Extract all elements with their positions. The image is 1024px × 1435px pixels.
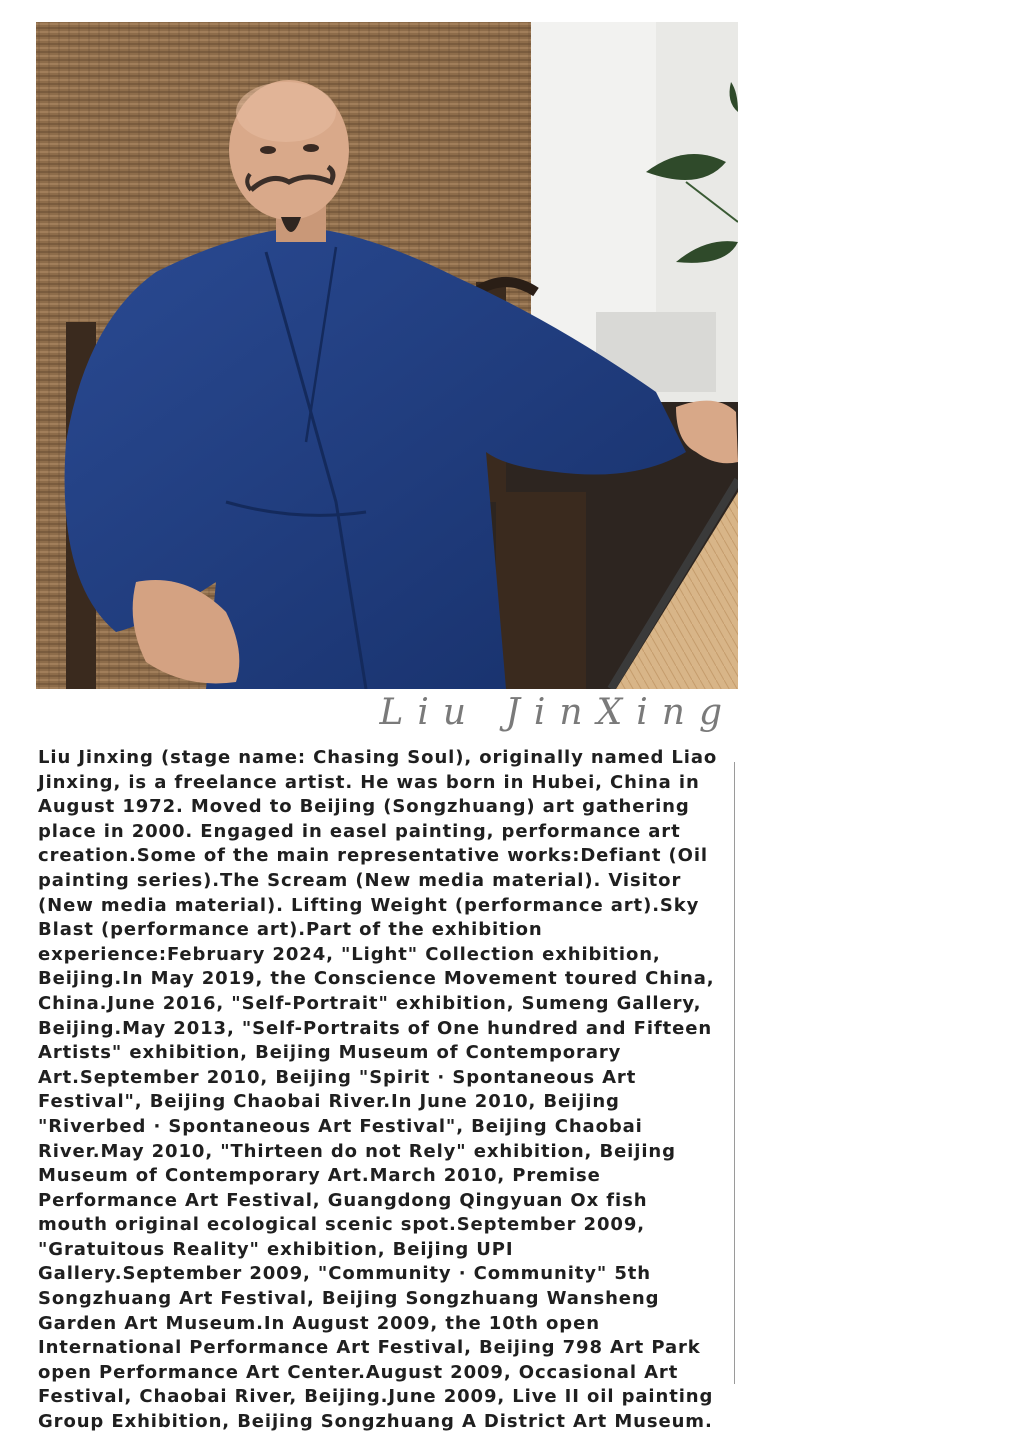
artist-biography: Liu Jinxing (stage name: Chasing Soul), originally named Liao Jinxing, is a freelance artist. He was born in Hubei, China in August 1972. Moved to Beijing (Songzhuang) art gathering place in 2000. Engaged in easel painting, performance art creation.Some of the main representative works:Defiant (Oil painting series).The Scream (New media material). Visitor (New media material). Lifting Weight (performance art).Sky Blast (performance art).Part of the exhibition experience:February 2024, "Light" Collection exhibition, Beijing.In May 2019, the Conscience Movement toured China, China.June 2016, "Self-Portrait" exhibition, Sumeng Gallery, Beijing.May 2013, "Self-Portraits of One hundred and Fifteen Artists" exhibition, Beijing Museum of Contemporary Art.September 2010, Beijing "Spirit · Spontaneous Art Festival", Beijing Chaobai River.In June 2010, Beijing "Riverbed · Spontaneous Art Festival", Beijing Chaobai River.May 2010, "Thirteen do not Rely" exhibition, Beijing Museum of Contemporary Art.March 2010, Premise Performance Art Festival, Guangdong Qingyuan Ox fish mouth original ecological scenic spot.September 2009, "Gratuitous Reality" exhibition, Beijing UPI Gallery.September 2009, "Community · Community" 5th Songzhuang Art Festival, Beijing Songzhuang Wansheng Garden Art Museum.In August 2009, the 10th open International Performance Art Festival, Beijing 798 Art Park open Performance Art Center.August 2009, Occasional Art Festival, Chaobai River, Beijing.June 2009, Live II oil painting Group Exhibition, Beijing Songzhuang A District Art Museum. [38, 747, 718, 1433]
vertical-divider [734, 762, 735, 1384]
artist-signature: Liu JinXing [379, 692, 736, 733]
artist-portrait-photo [36, 22, 738, 689]
portrait-illustration [36, 22, 738, 689]
